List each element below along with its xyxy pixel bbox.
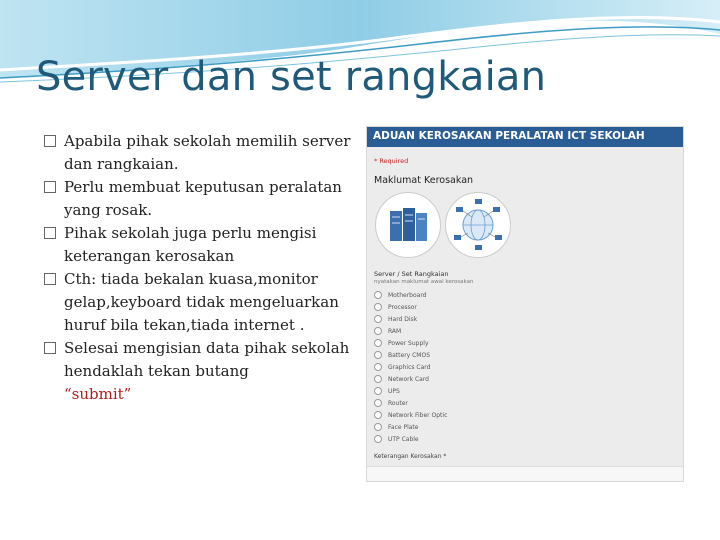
radio-button[interactable] [374, 387, 382, 395]
list-item[interactable] [374, 289, 676, 301]
radio-button[interactable] [374, 291, 382, 299]
network-globe-icon [445, 192, 511, 258]
option-label: Network Card [388, 375, 429, 383]
option-label: UTP Cable [388, 435, 419, 443]
option-label: Power Supply [388, 339, 429, 347]
bullet-item [44, 176, 354, 222]
bullet-list [44, 130, 354, 406]
radio-button[interactable] [374, 411, 382, 419]
list-item[interactable] [374, 385, 676, 397]
radio-button[interactable] [374, 351, 382, 359]
form-images [367, 190, 683, 262]
radio-button[interactable] [374, 399, 382, 407]
list-item[interactable] [374, 433, 676, 445]
radio-button[interactable] [374, 375, 382, 383]
bullet-text: Selesai mengisian data pihak sekolah hendaklah tekan butang [64, 339, 350, 380]
bullet-checkbox-icon [44, 342, 56, 354]
list-item[interactable] [374, 421, 676, 433]
option-label: RAM [388, 327, 402, 335]
slide-title: Server dan set rangkaian [36, 54, 547, 100]
radio-button[interactable] [374, 315, 382, 323]
option-label: Router [388, 399, 408, 407]
bullet-text: Apabila pihak sekolah memilih server dan rangkaian. [64, 132, 351, 173]
bullet-checkbox-icon [44, 181, 56, 193]
bullet-text: Cth: tiada bekalan kuasa,monitor gelap,keyboard tidak mengeluarkan huruf bila tekan,tiada internet . [64, 270, 339, 334]
form-header: ADUAN KEROSAKAN PERALATAN ICT SEKOLAH [367, 127, 683, 147]
bullet-item [44, 130, 354, 176]
damage-description-label: Keterangan Kerosakan * [374, 453, 447, 460]
option-label: Face Plate [388, 423, 419, 431]
bullet-item [44, 337, 354, 406]
option-label: Battery CMOS [388, 351, 431, 359]
list-item[interactable] [374, 337, 676, 349]
form-screenshot [366, 126, 684, 482]
radio-button[interactable] [374, 303, 382, 311]
radio-button[interactable] [374, 327, 382, 335]
radio-button[interactable] [374, 363, 382, 371]
bullet-text: Pihak sekolah juga perlu mengisi keterangan kerosakan [64, 224, 317, 265]
bullet-text: Perlu membuat keputusan peralatan yang rosak. [64, 178, 342, 219]
submit-keyword: “submit” [64, 385, 132, 403]
bullet-checkbox-icon [44, 273, 56, 285]
option-label: Motherboard [388, 291, 427, 299]
option-label: Processor [388, 303, 417, 311]
form-header-spacer [367, 147, 683, 155]
list-item[interactable] [374, 301, 676, 313]
list-item[interactable] [374, 313, 676, 325]
list-item[interactable] [374, 325, 676, 337]
radio-button[interactable] [374, 435, 382, 443]
radio-button[interactable] [374, 423, 382, 431]
radio-button[interactable] [374, 339, 382, 347]
required-note: * Required [374, 157, 409, 165]
option-label: Hard Disk [388, 315, 418, 323]
form-group-title: Server / Set Rangkaian [374, 270, 449, 278]
list-item[interactable] [374, 349, 676, 361]
list-item[interactable] [374, 373, 676, 385]
form-group-hint: nyatakan maklumat awal kerosakan [374, 279, 474, 285]
option-label: UPS [388, 387, 400, 395]
form-section-title: Maklumat Kerosakan [374, 175, 474, 186]
damage-description-input[interactable] [367, 466, 683, 481]
list-item[interactable] [374, 409, 676, 421]
bullet-item [44, 268, 354, 337]
bullet-checkbox-icon [44, 227, 56, 239]
list-item[interactable] [374, 361, 676, 373]
option-label: Network Fiber Optic [388, 411, 448, 419]
options-list [367, 289, 683, 445]
bullet-item [44, 222, 354, 268]
list-item[interactable] [374, 397, 676, 409]
server-rack-icon [375, 192, 441, 258]
bullet-checkbox-icon [44, 135, 56, 147]
option-label: Graphics Card [388, 363, 431, 371]
